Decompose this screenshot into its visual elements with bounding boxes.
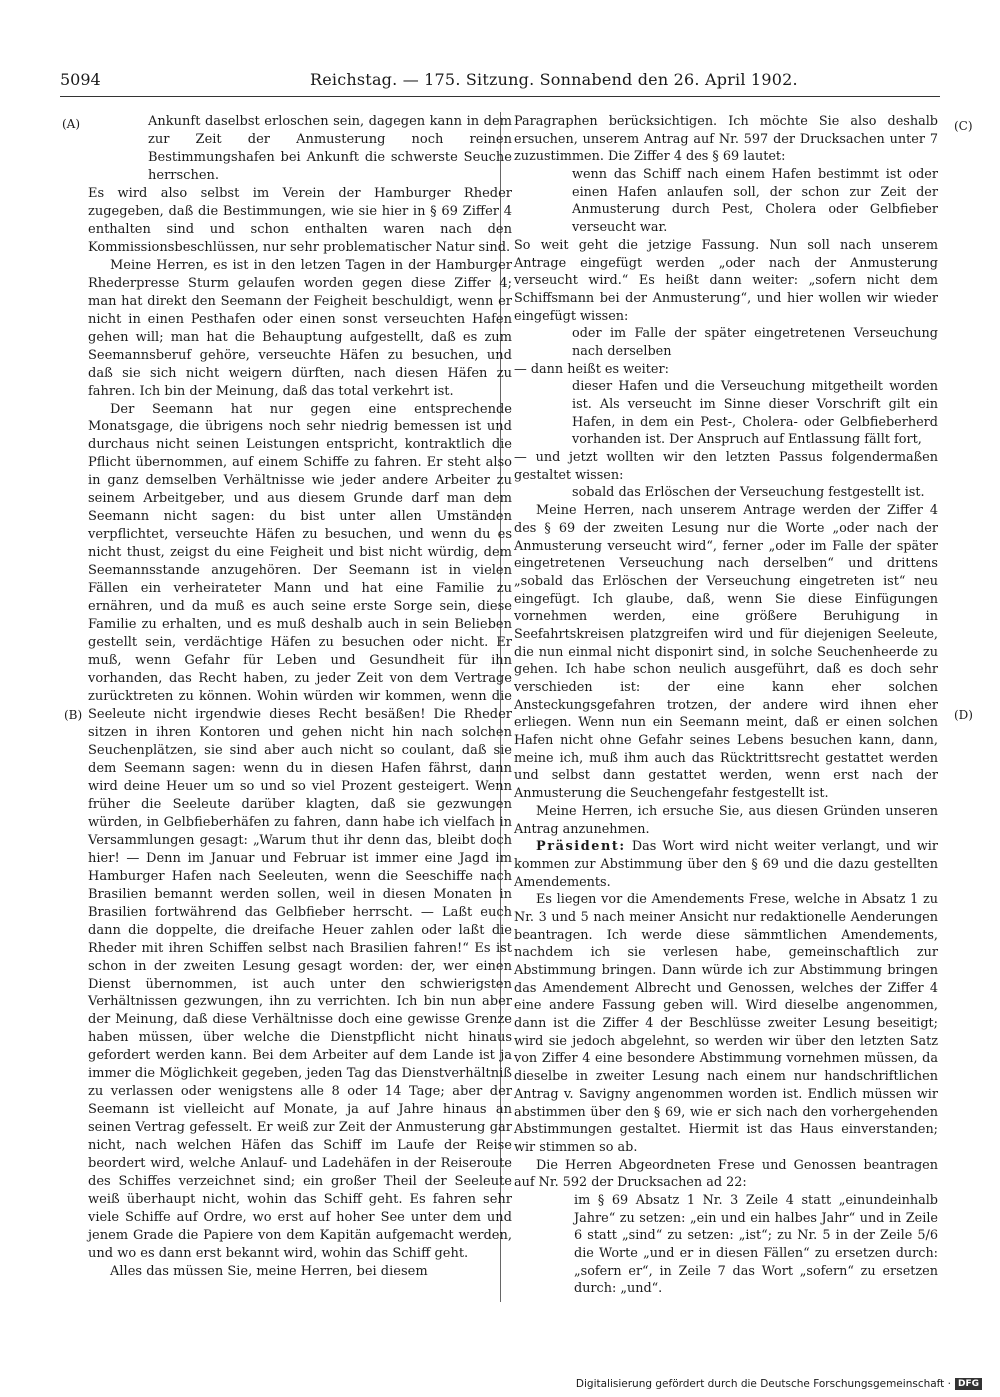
margin-marker-c: (C) bbox=[954, 119, 973, 133]
dfg-logo: DFG bbox=[955, 1378, 982, 1390]
left-paragraph: Meine Herren, es ist in den letzen Tagen in der Hamburger Rhederpresse Sturm gelaufen worden gegen diese Ziffer 4; man hat direkt den Seemann der Feigheit beschuldigt, wenn er nicht in einen Pesthafen oder einen sonst verseuchten Hafen gehen will; man hat die Behauptung aufgestellt, daß es zum Seemannsberuf gehöre, verseuchte Häfen zu besuchen, und daß sie sich nicht weigern dürften, nach diesen Häfen zu fahren. Ich bin der Meinung, daß das total verkehrt ist. bbox=[88, 257, 512, 399]
right-paragraph: — und jetzt wollten wir den letzten Passus folgendermaßen gestaltet wissen: bbox=[514, 450, 938, 483]
digitization-footer bbox=[576, 1378, 982, 1390]
right-quote: oder im Falle der später eingetretenen Verseuchung nach derselben bbox=[572, 326, 938, 359]
speaker-label: Präsident: bbox=[536, 839, 626, 855]
left-quote-continuation: Ankunft daselbst erloschen sein, dagegen kann in dem zur Zeit der Anmusterung noch reinen Bestimmungshafen bei Ankunft die schwerste Seuche herrschen. bbox=[148, 114, 512, 183]
right-paragraph: Meine Herren, nach unserem Antrage werden der Ziffer 4 des § 69 der zweiten Lesung nur die Worte „oder nach der Anmusterung verseucht wird“, ferner „oder im Falle der später eingetretenen Verseuchung nach derselben“ und drittens „sobald das Erlöschen der Verseuchung eingetreten ist“ neu eingefügt. Ich glaube, daß, wenn Sie diese Einfügungen vornehmen werden, eine größere Beruhigung in Seefahrtskreisen platzgreifen wird und für diejenigen Seeleute, die nun einmal nicht disponirt sind, in solche Seuchenheerde zu gehen. Ich habe schon neulich ausgeführt, daß es doch sehr verschieden ist: der eine kann eher solchen Ansteckungsgefahren trotzen, der andere wird ihnen eher erliegen. Wenn nun ein Seemann meint, daß er einen solchen Hafen nicht ohne Gefahr seines Lebens besuchen kann, dann, meine ich, muß ihm auch das Rücktrittsrecht gestattet werden und selbst dann gestattet werden, wenn erst nach der Anmusterung die Seuchengefahr festgestellt ist. bbox=[514, 503, 938, 802]
right-column bbox=[514, 113, 938, 1298]
page-number: 5094 bbox=[60, 70, 101, 89]
left-paragraph: Es wird also selbst im Verein der Hamburger Rheder zugegeben, daß die Bestimmungen, wie sie hier in § 69 Ziffer 4 enthalten sind und schon enthalten waren nach den Kommissionsbeschlüssen, nur sehr problematischer Natur sind. bbox=[88, 185, 512, 255]
right-quote: wenn das Schiff nach einem Hafen bestimmt ist oder einen Hafen anlaufen soll, der schon zur Zeit der Anmusterung durch Pest, Cholera oder Gelbfieber verseucht war. bbox=[572, 167, 938, 236]
right-paragraph: Paragraphen berücksichtigen. Ich möchte Sie also deshalb ersuchen, unserem Antrag auf Nr. 597 der Drucksachen unter 7 zuzustimmen. Die Ziffer 4 des § 69 lautet: bbox=[514, 114, 938, 165]
footer-text: Digitalisierung gefördert durch die Deutsche Forschungsgemeinschaft · bbox=[575, 1378, 951, 1390]
right-paragraph: Es liegen vor die Amendements Frese, welche in Absatz 1 zu Nr. 3 und 5 nach meiner Ansicht nur redaktionelle Aenderungen beantragen. Ich werde diese sämmtlichen Amendements, nachdem ich sie verlesen habe, gemeinschaftlich zur Abstimmung bringen. Dann würde ich zur Abstimmung bringen das Amendement Albrecht und Genossen, welches der Ziffer 4 eine andere Fassung geben will. Wird dieselbe angenommen, dann ist die Ziffer 4 der Beschlüsse zweiter Lesung beseitigt; wird sie jedoch abgelehnt, so werden wir über den letzten Satz von Ziffer 4 eine besondere Abstimmung vornehmen müssen, da dieselbe in zweiter Lesung nach einem nur handschriftlichen Antrag v. Savigny angenommen worden ist. Endlich müssen wir abstimmen über den § 69, wie er sich nach den vorhergehenden Abstimmungen gestaltet. Hiermit ist das Haus einverstanden; wir stimmen so ab. bbox=[514, 892, 938, 1155]
margin-marker-b: (B) bbox=[64, 708, 83, 722]
right-quote: im § 69 Absatz 1 Nr. 3 Zeile 4 statt „einundeinhalb Jahre“ zu setzen: „ein und ein halbes Jahr“ und in Zeile 6 statt „sind“ zu setzen: „ist“; zu Nr. 5 in der Zeile 5/6 die Worte „und er in diesen Fällen“ zu ersetzen durch: „sofern er“, in Zeile 7 das Wort „sofern“ zu ersetzen durch: „und“. bbox=[574, 1192, 938, 1297]
margin-marker-d: (D) bbox=[954, 708, 973, 722]
right-paragraph: Meine Herren, ich ersuche Sie, aus diesen Gründen unseren Antrag anzunehmen. bbox=[514, 803, 938, 837]
page-header bbox=[60, 68, 940, 94]
left-paragraph: Alles das müssen Sie, meine Herren, bei diesem bbox=[110, 1264, 428, 1279]
header-rule bbox=[60, 96, 940, 97]
right-paragraph: So weit geht die jetzige Fassung. Nun soll nach unserem Antrage eingefügt werden „oder nach der Anmusterung verseucht wird.“ Es heißt dann weiter: „sofern nicht dem Schiffsmann bei der Anmusterung“, und hier wollen wir wieder eingefügt wissen: bbox=[514, 237, 938, 324]
right-paragraph: Die Herren Abgeordneten Frese und Genossen beantragen auf Nr. 592 der Drucksachen ad 22: bbox=[514, 1157, 938, 1191]
right-paragraph: — dann heißt es weiter: bbox=[514, 361, 669, 377]
president-statement bbox=[514, 838, 938, 891]
left-paragraph: Der Seemann hat nur gegen eine entsprechende Monatsgage, die übrigens noch sehr niedrig bemessen ist und durchaus nicht seinen Leistungen entspricht, kontraktlich die Pflicht übernommen, auf einem Schiffe zu fahren. Er steht also in ganz demselben Verhältnisse wie jeder andere Arbeiter zu seinem Arbeitgeber, und aus diesem Grunde darf man dem Seemann nicht sagen: du bist unter allen Umständen verpflichtet, verseuchte Häfen zu besuchen, und wenn du es nicht thust, zeigst du eine Feigheit und bist nicht würdig, dem Seemannsstande anzugehören. Der Seemann ist in vielen Fällen ein verheirateter Mann und hat eine Familie zu ernähren, und da muß es auch seine erste Sorge sein, diese Familie zu erhalten, und es muß deshalb auch in sein Belieben gestellt sein, verdächtige Häfen zu besuchen oder nicht. Er muß, wenn Gefahr für Leben und Gesundheit für ihn vorhanden, das Recht haben, zu jeder Zeit von dem Vertrage zurücktreten zu können. Wohin würden wir kommen, wenn die Seeleute nicht irgendwie dieses Recht besäßen! Die Rheder sitzen in ihren Kontoren und gehen nicht hin nach solchen Seuchenplätzen, sie sind aber auch nicht so coulant, daß sie dem Seemann sagen: wenn du in diesen Hafen fährst, dann wird deine Heuer um so und so viel Prozent gesteigert. Wenn früher die Seeleute darüber klagten, daß sie gezwungen würden, in Gelbfieberhäfen zu fahren, dann habe ich vielfach in Versammlungen gesagt: „Warum thut ihr denn das, bleibt doch hier! — Denn im Januar und Februar ist immer eine Jagd im Hamburger Hafen nach Seeleuten, wenn die Seeschiffe nach Brasilien bemannt werden sollen, weil in diesen Monaten in Brasilien fortwährend das Gelbfieber herrscht. — Laßt euch dann die doppelte, die dreifache Heuer zahlen oder laßt die Rheder mit ihren Schiffen selbst nach Brasilien fahren!“ Es ist schon in der zweiten Lesung gesagt worden: der, wer einen Dienst übernommen, ist auch unter den schwierigsten Verhältnissen gezwungen, ihn zu verrichten. Ich bin nun aber der Meinung, daß diese Verhältnisse doch eine gewisse Grenze haben müssen, über welche die Dienstpflicht nicht hinaus gefordert werden kann. Bei dem Arbeiter auf dem Lande ist ja immer die Möglichkeit gegeben, jeden Tag das Dienstverhältniß zu verlassen oder wenigstens alle 8 oder 14 Tage; aber der Seemann ist vielleicht auf Monate, ja auf Jahre hinaus an seinen Vertrag gefesselt. Er weiß zur Zeit der Anmusterung gar nicht, nach welchen Häfen das Schiff im Laufe der Reise beordert wird, welche Anlauf- und Ladehäfen in der Reiseroute des Schiffes verzeichnet sind; ein großer Theil der Seeleute weiß überhaupt nicht, wohin das Schiff geht. Es fahren sehr viele Schiffe auf Ordre, wo erst auf hoher See unter dem und jenem Grade die Papiere von dem Kapitän aufgemacht werden, und wo es dann erst bekannt wird, wohin das Schiff geht. bbox=[88, 401, 512, 1262]
running-title: Reichstag. — 175. Sitzung. Sonnabend den 26. April 1902. bbox=[310, 70, 798, 89]
margin-marker-a: (A) bbox=[62, 117, 81, 131]
right-quote: sobald das Erlöschen der Verseuchung festgestellt ist. bbox=[572, 485, 925, 501]
left-column bbox=[88, 113, 512, 1281]
president-text: Das Wort wird nicht weiter verlangt, und wir kommen zur Abstimmung über den § 69 und die dazu gestellten Amendements. bbox=[514, 839, 938, 890]
right-quote: dieser Hafen und die Verseuchung mitgetheilt worden ist. Als verseucht im Sinne dieser Vorschrift gilt ein Hafen, in dem ein Pest-, Cholera- oder Gelbfieberherd vorhanden ist. Der Anspruch auf Entlassung fällt fort, bbox=[572, 379, 938, 448]
